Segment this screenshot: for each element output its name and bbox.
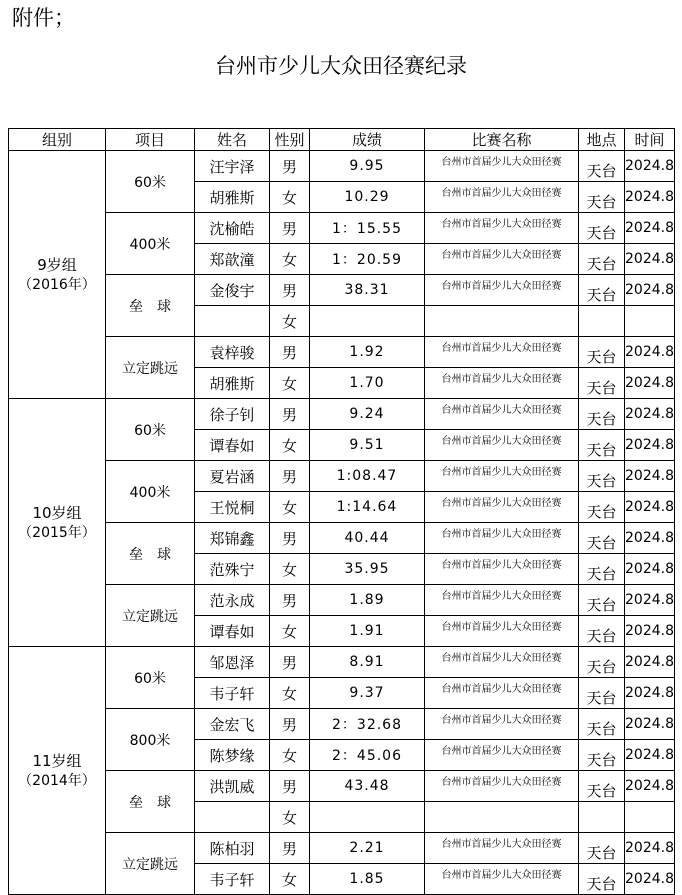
name-cell: 金俊宇 — [195, 275, 270, 306]
result-cell: 35.95 — [310, 554, 425, 585]
col-header-gender: 性别 — [270, 129, 310, 151]
name-cell: 陈梦缘 — [195, 740, 270, 771]
result-cell: 9.51 — [310, 430, 425, 461]
table-row — [9, 833, 675, 864]
date-cell: 2024.8 — [625, 740, 675, 771]
competition-cell: 台州市首届少儿大众田径赛 — [425, 151, 579, 182]
group-year: （2014年） — [18, 772, 96, 789]
location-cell: 天台 — [579, 151, 625, 182]
gender-cell: 女 — [270, 182, 310, 213]
date-cell: 2024.8 — [625, 275, 675, 306]
location-cell: 天台 — [579, 864, 625, 895]
gender-cell: 女 — [270, 554, 310, 585]
date-cell: 2024.8 — [625, 864, 675, 895]
location-cell — [579, 306, 625, 337]
date-cell: 2024.8 — [625, 833, 675, 864]
gender-cell: 男 — [270, 833, 310, 864]
name-cell: 谭春如 — [195, 430, 270, 461]
result-cell: 1.89 — [310, 585, 425, 616]
result-cell: 8.91 — [310, 647, 425, 678]
result-cell: 1.91 — [310, 616, 425, 647]
gender-cell: 女 — [270, 864, 310, 895]
name-cell: 胡雅斯 — [195, 182, 270, 213]
gender-cell: 男 — [270, 461, 310, 492]
table-row — [9, 151, 675, 182]
competition-cell: 台州市首届少儿大众田径赛 — [425, 182, 579, 213]
name-cell — [195, 306, 270, 337]
group-name: 9岁组 — [37, 255, 77, 274]
col-header-competition: 比赛名称 — [425, 129, 579, 151]
name-cell: 谭春如 — [195, 616, 270, 647]
page-title: 台州市少儿大众田径赛纪录 — [215, 54, 467, 78]
competition-cell — [425, 306, 579, 337]
competition-cell: 台州市首届少儿大众田径赛 — [425, 833, 579, 864]
date-cell: 2024.8 — [625, 399, 675, 430]
date-cell: 2024.8 — [625, 523, 675, 554]
gender-cell: 男 — [270, 771, 310, 802]
records-table — [8, 128, 675, 895]
gender-cell: 男 — [270, 709, 310, 740]
group-year: （2016年） — [18, 276, 96, 293]
event-cell: 60米 — [106, 399, 195, 461]
location-cell: 天台 — [579, 275, 625, 306]
event-cell: 立定跳远 — [106, 337, 195, 399]
group-cell — [9, 399, 106, 647]
name-cell: 胡雅斯 — [195, 368, 270, 399]
name-cell: 韦子轩 — [195, 678, 270, 709]
date-cell: 2024.8 — [625, 213, 675, 244]
competition-cell: 台州市首届少儿大众田径赛 — [425, 554, 579, 585]
col-header-group: 组别 — [9, 129, 106, 151]
gender-cell: 女 — [270, 616, 310, 647]
gender-cell: 男 — [270, 151, 310, 182]
group-cell — [9, 151, 106, 399]
result-cell: 38.31 — [310, 275, 425, 306]
name-cell — [195, 802, 270, 833]
table-row — [9, 771, 675, 802]
location-cell: 天台 — [579, 678, 625, 709]
name-cell: 范殊宁 — [195, 554, 270, 585]
date-cell: 2024.8 — [625, 182, 675, 213]
competition-cell: 台州市首届少儿大众田径赛 — [425, 864, 579, 895]
date-cell: 2024.8 — [625, 492, 675, 523]
competition-cell: 台州市首届少儿大众田径赛 — [425, 399, 579, 430]
event-cell: 垒 球 — [106, 771, 195, 833]
group-year: （2015年） — [18, 524, 96, 541]
name-cell: 郑歆潼 — [195, 244, 270, 275]
location-cell: 天台 — [579, 182, 625, 213]
location-cell: 天台 — [579, 368, 625, 399]
location-cell — [579, 802, 625, 833]
name-cell: 夏岩涵 — [195, 461, 270, 492]
group-name: 10岁组 — [32, 503, 82, 522]
location-cell: 天台 — [579, 399, 625, 430]
gender-cell: 男 — [270, 213, 310, 244]
result-cell: 1.92 — [310, 337, 425, 368]
location-cell: 天台 — [579, 430, 625, 461]
competition-cell: 台州市首届少儿大众田径赛 — [425, 647, 579, 678]
result-cell: 1:14.64 — [310, 492, 425, 523]
table-row — [9, 275, 675, 306]
gender-cell: 男 — [270, 337, 310, 368]
competition-cell: 台州市首届少儿大众田径赛 — [425, 275, 579, 306]
location-cell: 天台 — [579, 647, 625, 678]
location-cell: 天台 — [579, 616, 625, 647]
table-row — [9, 585, 675, 616]
group-cell — [9, 647, 106, 895]
result-cell: 9.37 — [310, 678, 425, 709]
event-cell: 400米 — [106, 461, 195, 523]
location-cell: 天台 — [579, 740, 625, 771]
event-cell: 垒 球 — [106, 275, 195, 337]
date-cell: 2024.8 — [625, 461, 675, 492]
attachment-label: 附件； — [12, 6, 75, 30]
result-cell: 2：45.06 — [310, 740, 425, 771]
event-cell: 60米 — [106, 151, 195, 213]
event-cell: 800米 — [106, 709, 195, 771]
date-cell: 2024.8 — [625, 151, 675, 182]
gender-cell: 男 — [270, 647, 310, 678]
table-row — [9, 399, 675, 430]
col-header-event: 项目 — [106, 129, 195, 151]
date-cell — [625, 306, 675, 337]
result-cell: 10.29 — [310, 182, 425, 213]
competition-cell: 台州市首届少儿大众田径赛 — [425, 244, 579, 275]
result-cell: 9.95 — [310, 151, 425, 182]
result-cell: 1：20.59 — [310, 244, 425, 275]
date-cell: 2024.8 — [625, 554, 675, 585]
date-cell: 2024.8 — [625, 771, 675, 802]
name-cell: 王悦桐 — [195, 492, 270, 523]
table-row — [9, 647, 675, 678]
col-header-result: 成绩 — [310, 129, 425, 151]
date-cell: 2024.8 — [625, 709, 675, 740]
competition-cell — [425, 802, 579, 833]
result-cell: 1.70 — [310, 368, 425, 399]
col-header-name: 姓名 — [195, 129, 270, 151]
competition-cell: 台州市首届少儿大众田径赛 — [425, 771, 579, 802]
result-cell — [310, 802, 425, 833]
name-cell: 袁梓骏 — [195, 337, 270, 368]
competition-cell: 台州市首届少儿大众田径赛 — [425, 213, 579, 244]
competition-cell: 台州市首届少儿大众田径赛 — [425, 616, 579, 647]
competition-cell: 台州市首届少儿大众田径赛 — [425, 430, 579, 461]
name-cell: 沈榆皓 — [195, 213, 270, 244]
name-cell: 洪凯威 — [195, 771, 270, 802]
location-cell: 天台 — [579, 523, 625, 554]
name-cell: 范永成 — [195, 585, 270, 616]
date-cell: 2024.8 — [625, 244, 675, 275]
location-cell: 天台 — [579, 244, 625, 275]
event-cell: 立定跳远 — [106, 585, 195, 647]
competition-cell: 台州市首届少儿大众田径赛 — [425, 523, 579, 554]
name-cell: 陈柏羽 — [195, 833, 270, 864]
result-cell: 43.48 — [310, 771, 425, 802]
date-cell: 2024.8 — [625, 337, 675, 368]
competition-cell: 台州市首届少儿大众田径赛 — [425, 709, 579, 740]
competition-cell: 台州市首届少儿大众田径赛 — [425, 678, 579, 709]
event-cell: 60米 — [106, 647, 195, 709]
competition-cell: 台州市首届少儿大众田径赛 — [425, 492, 579, 523]
location-cell: 天台 — [579, 709, 625, 740]
table-row — [9, 337, 675, 368]
date-cell: 2024.8 — [625, 430, 675, 461]
gender-cell: 女 — [270, 740, 310, 771]
result-cell: 1:08.47 — [310, 461, 425, 492]
gender-cell: 女 — [270, 244, 310, 275]
col-header-date: 时间 — [625, 129, 675, 151]
event-cell: 400米 — [106, 213, 195, 275]
name-cell: 郑锦鑫 — [195, 523, 270, 554]
result-cell: 2.21 — [310, 833, 425, 864]
table-row — [9, 461, 675, 492]
col-header-location: 地点 — [579, 129, 625, 151]
result-cell: 40.44 — [310, 523, 425, 554]
location-cell: 天台 — [579, 492, 625, 523]
competition-cell: 台州市首届少儿大众田径赛 — [425, 740, 579, 771]
gender-cell: 女 — [270, 678, 310, 709]
records-body — [9, 151, 675, 895]
gender-cell: 女 — [270, 802, 310, 833]
date-cell: 2024.8 — [625, 616, 675, 647]
table-row — [9, 709, 675, 740]
competition-cell: 台州市首届少儿大众田径赛 — [425, 585, 579, 616]
date-cell: 2024.8 — [625, 678, 675, 709]
location-cell: 天台 — [579, 461, 625, 492]
result-cell — [310, 306, 425, 337]
competition-cell: 台州市首届少儿大众田径赛 — [425, 461, 579, 492]
event-cell: 立定跳远 — [106, 833, 195, 895]
name-cell: 金宏飞 — [195, 709, 270, 740]
gender-cell: 女 — [270, 306, 310, 337]
gender-cell: 女 — [270, 368, 310, 399]
location-cell: 天台 — [579, 833, 625, 864]
date-cell: 2024.8 — [625, 647, 675, 678]
result-cell: 1：15.55 — [310, 213, 425, 244]
event-cell: 垒 球 — [106, 523, 195, 585]
name-cell: 韦子轩 — [195, 864, 270, 895]
name-cell: 邹恩泽 — [195, 647, 270, 678]
date-cell — [625, 802, 675, 833]
location-cell: 天台 — [579, 213, 625, 244]
table-row — [9, 213, 675, 244]
location-cell: 天台 — [579, 337, 625, 368]
gender-cell: 男 — [270, 523, 310, 554]
gender-cell: 男 — [270, 399, 310, 430]
location-cell: 天台 — [579, 771, 625, 802]
result-cell: 2：32.68 — [310, 709, 425, 740]
date-cell: 2024.8 — [625, 585, 675, 616]
name-cell: 汪宇泽 — [195, 151, 270, 182]
name-cell: 徐子钊 — [195, 399, 270, 430]
date-cell: 2024.8 — [625, 368, 675, 399]
result-cell: 1.85 — [310, 864, 425, 895]
group-name: 11岁组 — [32, 751, 82, 770]
gender-cell: 女 — [270, 492, 310, 523]
competition-cell: 台州市首届少儿大众田径赛 — [425, 337, 579, 368]
gender-cell: 女 — [270, 430, 310, 461]
table-row — [9, 523, 675, 554]
competition-cell: 台州市首届少儿大众田径赛 — [425, 368, 579, 399]
location-cell: 天台 — [579, 585, 625, 616]
gender-cell: 男 — [270, 585, 310, 616]
result-cell: 9.24 — [310, 399, 425, 430]
header-row — [9, 129, 675, 151]
location-cell: 天台 — [579, 554, 625, 585]
gender-cell: 男 — [270, 275, 310, 306]
